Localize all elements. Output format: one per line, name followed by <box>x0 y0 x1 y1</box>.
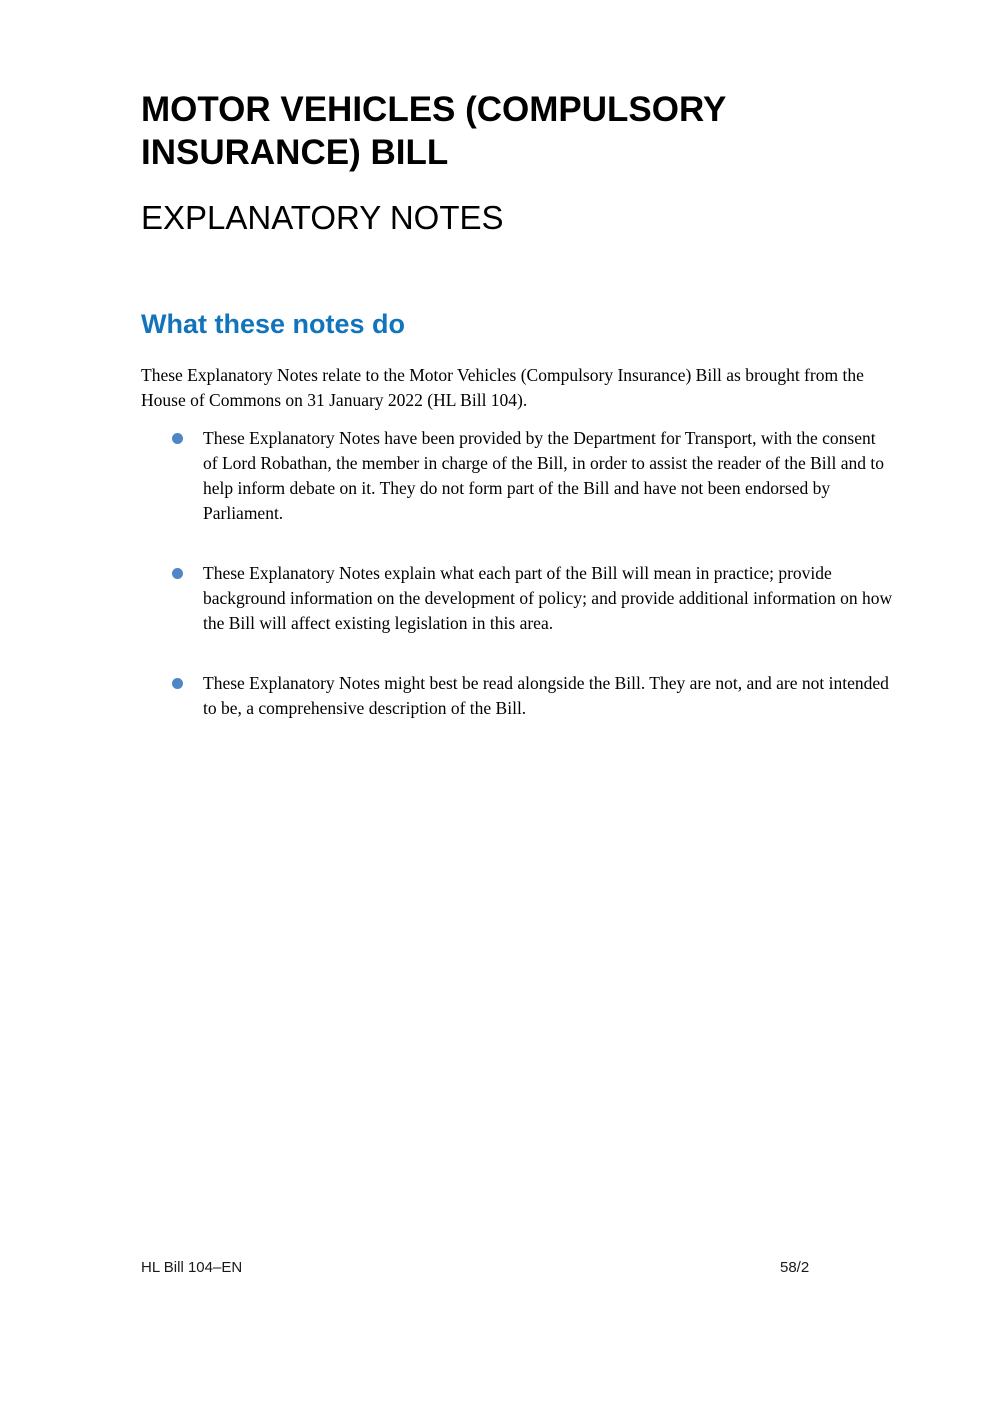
bullet-text: These Explanatory Notes might best be read alongside the Bill. They are not, and are not intended to be, a comprehensive description of the Bill. <box>203 673 889 718</box>
bullet-icon <box>172 433 183 444</box>
bullet-icon <box>172 678 183 689</box>
bullet-icon <box>172 568 183 579</box>
footer-bill-reference: HL Bill 104–EN <box>141 1259 243 1276</box>
list-item <box>172 426 894 526</box>
bullet-text: These Explanatory Notes have been provided by the Department for Transport, with the consent of Lord Robathan, the member in charge of the Bill, in order to assist the reader of the Bill and to help inform debate on it. They do not form part of the Bill and have not been endorsed by Parliament. <box>203 428 885 523</box>
intro-paragraph: These Explanatory Notes relate to the Motor Vehicles (Compulsory Insurance) Bill as brought from the House of Commons on 31 January 2022 (HL Bill 104). <box>141 365 864 410</box>
list-item <box>172 561 894 636</box>
explanatory-notes-subtitle: EXPLANATORY NOTES <box>141 199 504 236</box>
bill-title: MOTOR VEHICLES (COMPULSORY INSURANCE) BILL <box>141 90 726 172</box>
footer-page-number: 58/2 <box>780 1259 810 1276</box>
section-heading-what-these-notes-do: What these notes do <box>141 309 406 339</box>
notes-bullet-list <box>172 426 894 756</box>
list-item <box>172 671 894 721</box>
bullet-text: These Explanatory Notes explain what each part of the Bill will mean in practice; provide background information on the development of policy; and provide additional information on how the Bill will affect existing legislation in this area. <box>203 563 893 633</box>
